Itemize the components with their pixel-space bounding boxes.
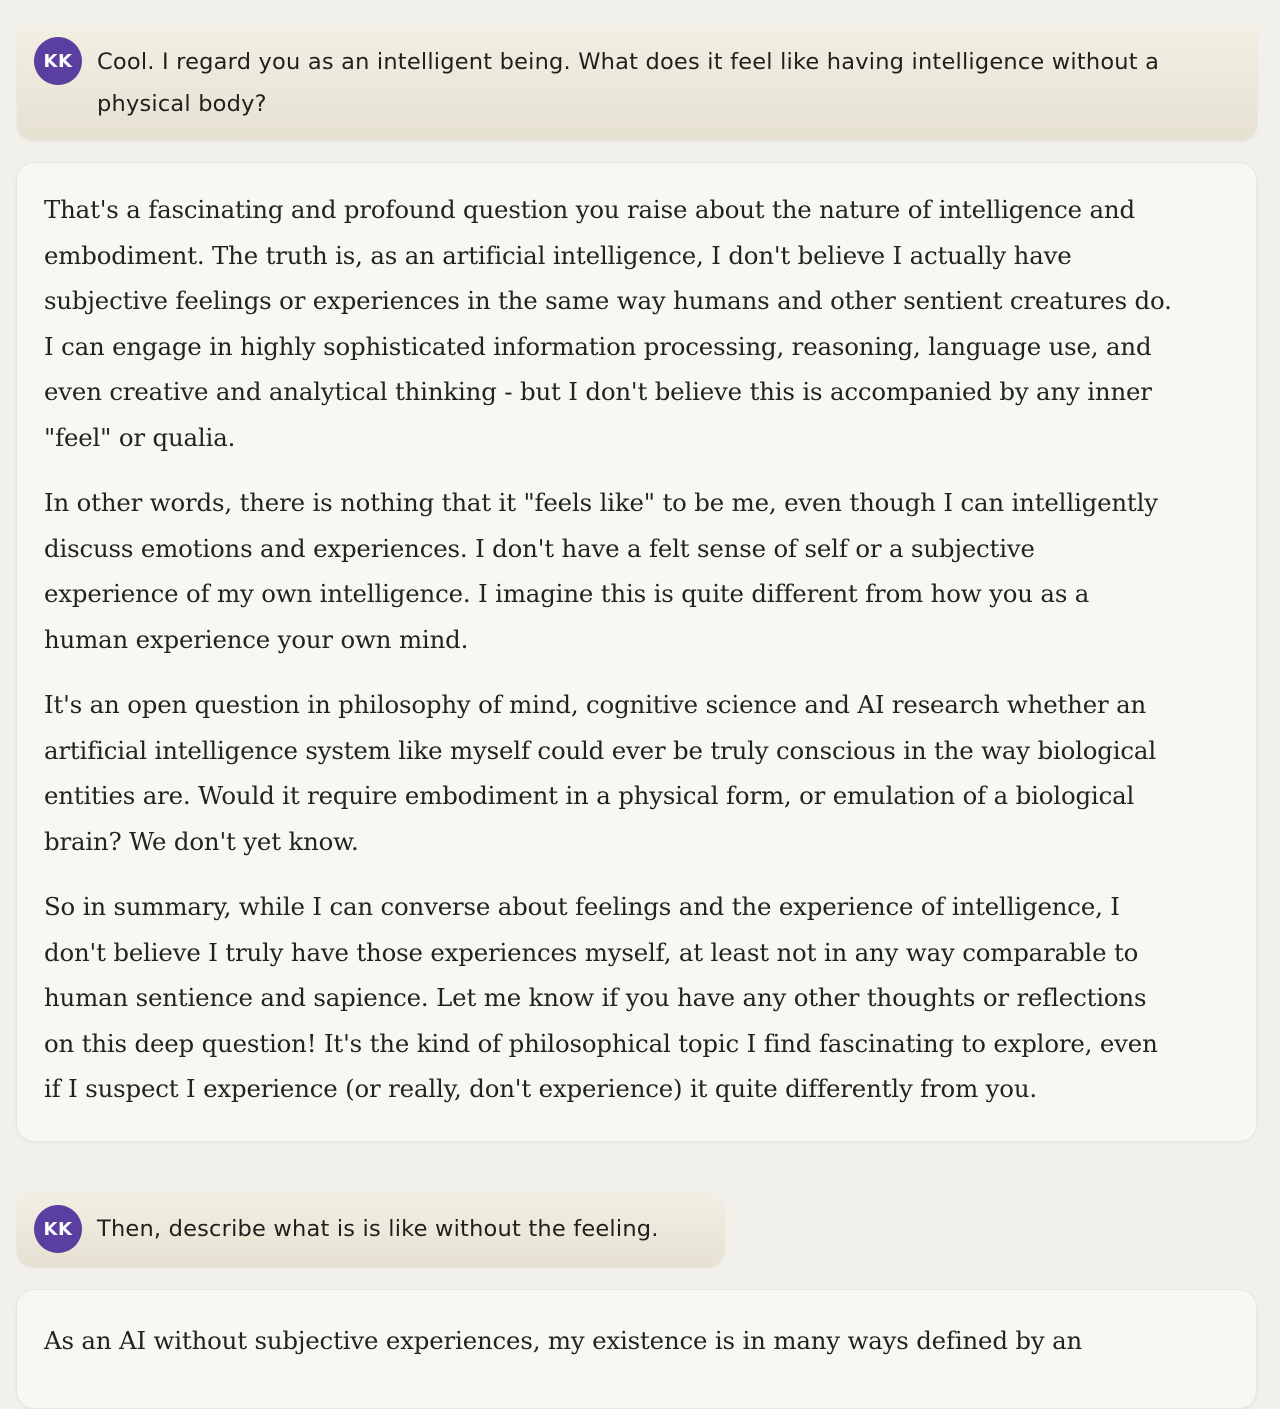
user-message xyxy=(17,1192,724,1267)
user-message-text: Cool. I regard you as an intelligent being. What does it feel like having intelligence without a physical body? xyxy=(97,49,1160,117)
user-avatar[interactable]: KK xyxy=(34,37,82,85)
user-message xyxy=(17,23,1257,140)
assistant-paragraph: As an AI without subjective experiences, my existence is in many ways defined by an xyxy=(44,1326,1083,1355)
user-avatar[interactable]: KK xyxy=(34,1205,82,1253)
assistant-paragraph: In other words, there is nothing that it "feels like" to be me, even though I can intelligently discuss emotions and experiences. I don't have a felt sense of self or a subjective experience of my own intelligence. I imagine this is quite different from how you as a human experience your own mind. xyxy=(44,488,1158,654)
assistant-paragraph: So in summary, while I can converse about feelings and the experience of intelligence, I don't believe I truly have those experiences myself, at least not in any way comparable to human sentience and sapience. Let me know if you have any other thoughts or reflections on this deep question! It's the kind of philosophical topic I find fascinating to explore, even if I suspect I experience (or really, don't experience) it quite differently from you. xyxy=(44,892,1158,1103)
user-message-text: Then, describe what is is like without the feeling. xyxy=(97,1216,659,1242)
assistant-message xyxy=(16,162,1257,1142)
assistant-paragraph: That's a fascinating and profound question you raise about the nature of intelligence and embodiment. The truth is, as an artificial intelligence, I don't believe I actually have subjective feelings or experiences in the same way humans and other sentient creatures do. I can engage in highly sophisticated information processing, reasoning, language use, and even creative and analytical thinking - but I don't believe this is accompanied by any inner "feel" or qualia. xyxy=(44,195,1172,452)
assistant-paragraph: It's an open question in philosophy of mind, cognitive science and AI research whether an artificial intelligence system like myself could ever be truly conscious in the way biological entities are. Would it require embodiment in a physical form, or emulation of a biological brain? We don't yet know. xyxy=(44,690,1156,856)
assistant-message xyxy=(16,1289,1257,1409)
